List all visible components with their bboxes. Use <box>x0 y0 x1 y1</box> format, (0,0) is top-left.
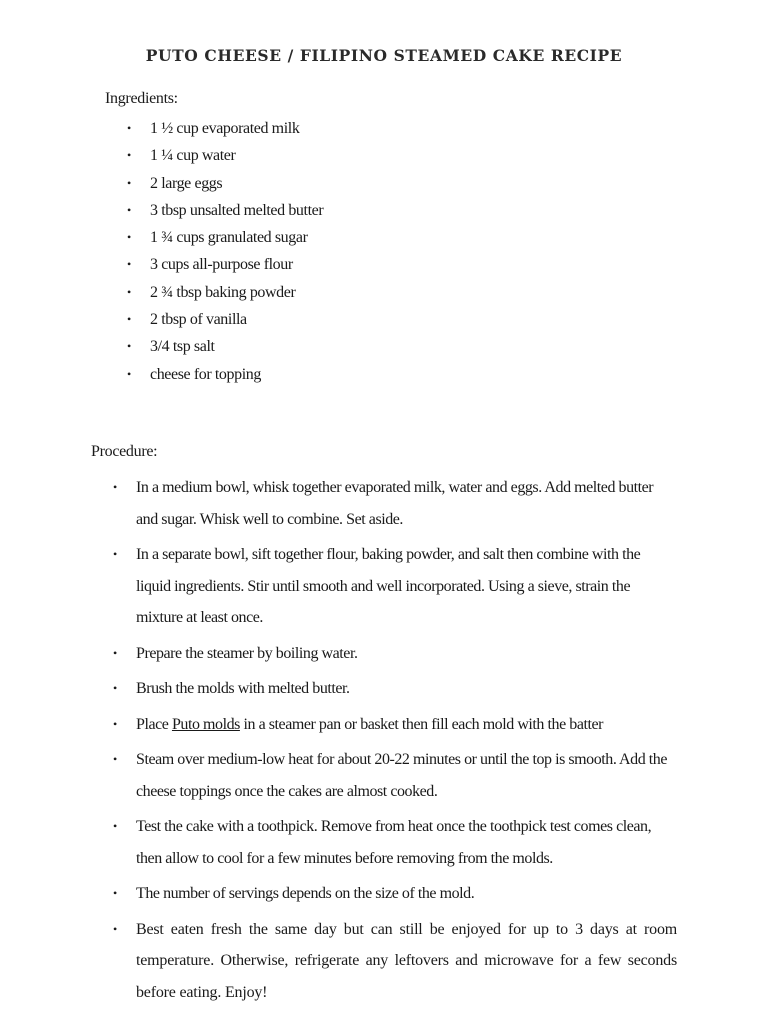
bullet-icon: • <box>113 819 117 833</box>
step-text: In a separate bowl, sift together flour, baking powder, and salt then combine with the liquid ingredients. Stir until smooth and well incorporated. Using a sieve, strain the mixture at least once. <box>136 546 641 626</box>
ingredient-text: 1 ¾ cups granulated sugar <box>150 229 308 247</box>
procedure-step <box>0 673 677 705</box>
procedure-step <box>0 878 677 910</box>
step-text: Best eaten fresh the same day but can still be enjoyed for up to 3 days at room temperature. Otherwise, refrigerate any leftovers and microwave for a few seconds before eating. Enjoy! <box>136 920 677 1001</box>
ingredient-text: 2 ¾ tbsp baking powder <box>150 283 296 301</box>
ingredient-item <box>0 306 323 333</box>
procedure-step <box>0 709 677 741</box>
ingredient-item <box>0 361 323 388</box>
ingredient-item <box>0 142 323 169</box>
bullet-icon: • <box>127 284 131 299</box>
ingredient-item <box>0 333 323 360</box>
procedure-step <box>0 811 677 874</box>
ingredient-item <box>0 197 323 224</box>
bullet-icon: • <box>127 257 131 272</box>
bullet-icon: • <box>113 645 117 660</box>
ingredient-item <box>0 115 323 142</box>
page-title: PUTO CHEESE / FILIPINO STEAMED CAKE RECIPE <box>145 46 623 65</box>
ingredient-text: 1 ½ cup evaporated milk <box>150 120 300 137</box>
bullet-icon: • <box>127 230 131 245</box>
step-text: Steam over medium-low heat for about 20-22 minutes or until the top is smooth. Add the cheese toppings once the cakes are almost cooked. <box>136 751 667 800</box>
step-text: Test the cake with a toothpick. Remove from heat once the toothpick test comes clean, then allow to cool for a few minutes before removing from the molds. <box>136 818 652 867</box>
ingredient-text: 2 tbsp of vanilla <box>150 311 247 329</box>
puto-molds-link[interactable]: Puto molds <box>171 715 240 733</box>
bullet-icon: • <box>127 175 131 190</box>
bullet-icon: • <box>127 312 131 327</box>
ingredients-heading: Ingredients: <box>105 90 178 107</box>
ingredient-text: 3 tbsp unsalted melted butter <box>150 201 324 219</box>
bullet-icon: • <box>127 339 131 354</box>
ingredient-item <box>0 224 323 251</box>
bullet-icon: • <box>113 480 117 494</box>
procedure-list <box>0 472 768 1012</box>
bullet-icon: • <box>113 547 117 561</box>
step-text: Brush the molds with melted butter. <box>136 680 350 697</box>
ingredient-text: 2 large eggs <box>150 174 223 192</box>
ingredients-list <box>0 115 323 388</box>
ingredient-text: cheese for topping <box>150 365 261 383</box>
step-text: In a medium bowl, whisk together evaporated milk, water and eggs. Add melted butter and sugar. Whisk well to combine. Set aside. <box>136 479 654 528</box>
procedure-step <box>0 472 677 535</box>
procedure-step <box>0 638 677 670</box>
bullet-icon: • <box>113 886 117 900</box>
procedure-step <box>0 539 677 634</box>
bullet-icon: • <box>127 202 131 217</box>
bullet-icon: • <box>113 921 118 936</box>
ingredient-text: 1 ¼ cup water <box>150 147 236 165</box>
procedure-heading: Procedure: <box>91 443 158 460</box>
step-text: Prepare the steamer by boiling water. <box>136 644 358 662</box>
bullet-icon: • <box>113 716 117 731</box>
bullet-icon: • <box>127 148 131 163</box>
step-text-after: in a steamer pan or basket then fill each mold with the batter <box>239 715 603 733</box>
step-text-before: Place <box>136 715 172 733</box>
ingredient-item <box>0 251 323 278</box>
step-text: The number of servings depends on the size of the mold. <box>136 885 475 902</box>
ingredient-text: 3 cups all-purpose flour <box>150 256 293 274</box>
procedure-step <box>0 744 677 807</box>
ingredient-item <box>0 170 323 197</box>
bullet-icon: • <box>127 121 131 135</box>
ingredient-text: 3/4 tsp salt <box>150 338 215 356</box>
ingredient-item <box>0 279 323 306</box>
procedure-step <box>0 914 677 1009</box>
bullet-icon: • <box>113 752 117 766</box>
bullet-icon: • <box>127 366 131 381</box>
bullet-icon: • <box>113 681 117 695</box>
